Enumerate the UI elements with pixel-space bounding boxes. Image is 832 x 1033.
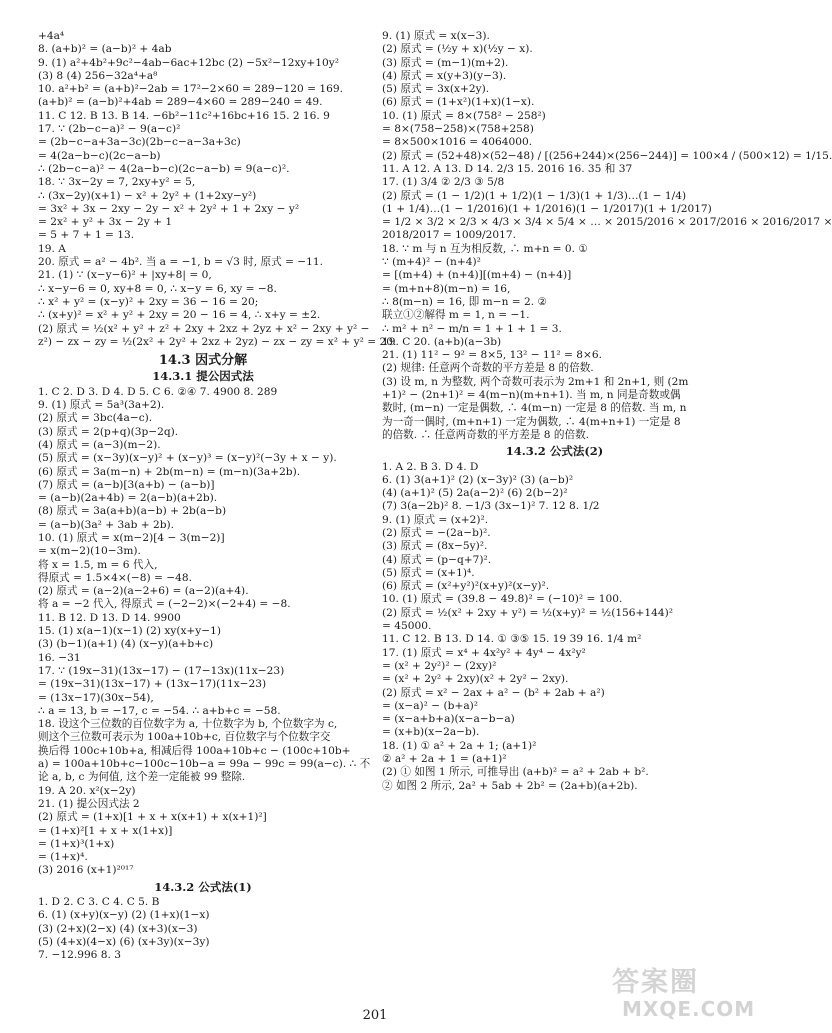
- answer-line: (2) 原式 = (½y + x)(½y − x).: [382, 43, 533, 56]
- answer-line: = 5 + 7 + 1 = 13.: [38, 229, 135, 242]
- section-heading: 14.3.1 提公因式法: [152, 369, 254, 384]
- page-number: 201: [362, 1008, 388, 1023]
- answer-line: 21. (1) 11² − 9² = 8×5, 13² − 11² = 8×6.: [382, 349, 603, 362]
- answer-line: (3) 原式 = (m−1)(m+2).: [382, 56, 509, 69]
- section-heading: 14.3 因式分解: [158, 353, 248, 369]
- answer-line: 7. −12.996 8. 3: [38, 949, 122, 962]
- answer-line: 11. B 12. D 13. D 14. 9900: [38, 611, 181, 624]
- answer-line: = (1+x)²[1 + x + x(1+x)]: [38, 824, 173, 837]
- answer-line: = (1+x)⁴.: [38, 851, 88, 864]
- answer-line: (3) 8 (4) 256−32a⁴+a⁸: [38, 69, 158, 82]
- answer-line: (4) (a+1)² (5) 2a(a−2)² (6) 2(b−2)²: [382, 487, 568, 500]
- answer-line: = 1/2 × 3/2 × 2/3 × 4/3 × 3/4 × 5/4 × … × 2015/2016 × 2017/2016 × 2016/2017 ×: [382, 216, 832, 229]
- answer-line: (3) (2+x)(2−x) (4) (x+3)(x−3): [38, 922, 198, 935]
- answer-line: ∴ x−y−6 = 0, xy+8 = 0, ∴ x−y = 6, xy = −8.: [38, 282, 277, 295]
- answer-line: (2) 原式 = −(2a−b)².: [382, 526, 491, 539]
- answer-line: 17. ∵ (19x−31)(13x−17) − (17−13x)(11x−23): [38, 664, 285, 677]
- answer-line: (3) 原式 = (8x−5y)².: [382, 540, 488, 553]
- answer-line: = 4(2a−b−c)(2c−a−b): [38, 149, 161, 162]
- answer-line: (6) 原式 = (x²+y²)²(x+y)²(x−y)².: [382, 580, 550, 593]
- answer-line: (2) 原式 = ½(x² + 2xy + y²) = ½(x+y)² = ½(156+144)²: [382, 606, 674, 619]
- answer-line: +4a⁴: [38, 30, 65, 42]
- answer-line: 21. (1) ∵ (x−y−6)² + |xy+8| = 0,: [38, 269, 212, 282]
- answer-line: (2) 原式 = (52+48)×(52−48) / [(256+244)×(256−244)] = 100×4 / (500×12) = 1/15.: [382, 149, 832, 162]
- answer-line: ∴ (3x−2y)(x+1) − x² + 2y² + (1+2xy−y²): [38, 189, 257, 202]
- answer-line: 6. (1) 3(a+1)² (2) (x−3y)² (3) (a−b)²: [382, 473, 574, 486]
- answer-line: 17. (1) 3/4 ② 2/3 ③ 5/8: [382, 176, 505, 189]
- answer-line: = 3x² + 3x − 2xy − 2y − x² + 2y² + 1 + 2xy − y²: [38, 202, 300, 215]
- answer-line: 19. A 20. x²(x−2y): [38, 784, 136, 797]
- answer-line: = (m+n+8)(m−n) = 16,: [382, 282, 511, 295]
- answer-line: 9. (1) 原式 = 5a³(3a+2).: [38, 399, 165, 412]
- section-heading: 14.3.2 公式法(2): [505, 444, 604, 459]
- right-answer-column: [382, 30, 832, 793]
- answer-line: (2) 原式 = ½(x² + y² + z² + 2xy + 2xz + 2yz + x² − 2xy + y² −: [38, 322, 370, 335]
- answer-line: 10. (1) 原式 = (39.8 − 49.8)² = (−10)² = 100.: [382, 593, 623, 606]
- section-heading: 14.3.2 公式法(1): [154, 879, 252, 894]
- answer-line: 1. D 2. C 3. C 4. C 5. B: [38, 896, 160, 908]
- answer-line: (2) 原式 = (1+x)[1 + x + x(x+1) + x(x+1)²]: [38, 811, 267, 824]
- answer-line: (7) 原式 = (a−b)[3(a+b) − (a−b)]: [38, 478, 215, 491]
- answer-line: 20. 原式 = a² − 4b². 当 a = −1, b = √3 时, 原式 = −11.: [38, 256, 324, 269]
- answer-line: (6) 原式 = 3a(m−n) + 2b(m−n) = (m−n)(3a+2b).: [38, 465, 301, 478]
- answer-line: (3) 原式 = 2(p+q)(3p−2q).: [38, 425, 179, 438]
- answer-line: = x(m−2)(10−3m).: [38, 545, 141, 558]
- answer-line: 9. (1) 原式 = x(x−3).: [382, 30, 490, 42]
- answer-line: ∵ (m+4)² − (n+4)²: [382, 256, 481, 269]
- answer-line: 21. (1) 提公因式法 2: [38, 797, 140, 810]
- answer-line: 论 a, b, c 为何值, 这个差一定能被 99 整除.: [38, 771, 246, 784]
- answer-line: (2) 原式 = (1 − 1/2)(1 + 1/2)(1 − 1/3)(1 + 1/3)…(1 − 1/4): [382, 189, 687, 202]
- answer-line: = (x² + 2y² + 2xy)(x² + 2y² − 2xy).: [382, 673, 569, 686]
- answer-line: = 45000.: [382, 620, 432, 633]
- answer-line: ∴ a = 13, b = −17, c = −54. ∴ a+b+c = −58.: [38, 704, 281, 717]
- answer-line: (a+b)² = (a−b)²+4ab = 289−4×60 = 289−240 = 49.: [38, 96, 323, 109]
- answer-line: (4) 原式 = (a−3)(m−2).: [38, 438, 161, 451]
- answer-line: = 8×500×1016 = 4064000.: [382, 136, 533, 149]
- answer-line: ∴ 8(m−n) = 16, 即 m−n = 2. ②: [382, 295, 547, 308]
- answer-line: = (13x−17)(30x−54),: [38, 691, 154, 704]
- answer-line: 8. (a+b)² = (a−b)² + 4ab: [38, 43, 172, 56]
- answer-line: = 8×(758−258)×(758+258): [382, 123, 534, 136]
- answer-line: 9. (1) 原式 = (x+2)².: [382, 513, 489, 526]
- answer-line: 11. C 12. B 13. B 14. −6b²−11c²+16bc+16 15. 2 16. 9: [38, 109, 330, 122]
- answer-line: 18. (1) ① a² + 2a + 1; (a+1)²: [382, 739, 537, 752]
- answer-line: (5) 原式 = (x−3y)(x−y)² + (x−y)³ = (x−y)²(−3y + x − y).: [38, 452, 337, 465]
- answer-line: 1. C 2. D 3. D 4. D 5. C 6. ②④ 7. 4900 8. 289: [38, 385, 278, 398]
- answer-line: 为一奇一偶时, (m+n+1) 一定为偶数, ∴ 4(m+n+1) 一定是 8: [382, 415, 681, 428]
- answer-line: (2) 规律: 任意两个奇数的平方差是 8 的倍数.: [382, 362, 594, 375]
- answer-line: = (x−a)² − (b+a)²: [382, 699, 479, 712]
- answer-line: ② a² + 2a + 1 = (a+1)²: [382, 753, 507, 766]
- answer-line: (3) 设 m, n 为整数, 两个奇数可表示为 2m+1 和 2n+1, 则 (2m: [382, 375, 689, 388]
- answer-line: 18. ∵ m 与 n 互为相反数, ∴ m+n = 0. ①: [382, 242, 588, 255]
- answer-line: = (a−b)(3a² + 3ab + 2b).: [38, 518, 175, 531]
- answer-line: ∴ m² + n² − m/n = 1 + 1 + 1 = 3.: [382, 322, 562, 335]
- answer-line: (3) 2016 (x+1)²⁰¹⁷: [38, 864, 134, 877]
- answer-line: 的倍数. ∴ 任意两奇数的平方差是 8 的倍数.: [382, 428, 590, 441]
- answer-line: a) = 100a+10b+c−100c−10b−a = 99a − 99c = 99(a−c). ∴ 不: [38, 758, 371, 771]
- answer-line: = (a−b)(2a+4b) = 2(a−b)(a+2b).: [38, 492, 218, 505]
- answer-line: (3) (b−1)(a+1) (4) (x−y)(a+b+c): [38, 638, 214, 651]
- answer-line: ∴ (2b−c−a)² − 4(2a−b−c)(2c−a−b) = 9(a−c)².: [38, 162, 290, 175]
- answer-line: = (1+x)³(1+x): [38, 837, 115, 850]
- answer-line: 18. 设这个三位数的百位数字为 a, 十位数字为 b, 个位数字为 c,: [38, 718, 338, 731]
- answer-line: (7) 3(a−2b)² 8. −1/3 (3x−1)² 7. 12 8. 1/2: [382, 500, 600, 513]
- answer-line: (4) 原式 = x(y+3)(y−3).: [382, 69, 507, 82]
- answer-line: 18. ∵ 3x−2y = 7, 2xy+y² = 5,: [38, 176, 196, 189]
- answer-line: = (2b−c−a+3a−3c)(2b−c−a−3a+3c): [38, 136, 241, 149]
- answer-line: 10. (1) 原式 = x(m−2)[4 − 3(m−2)]: [38, 531, 225, 544]
- answer-line: ② 如图 2 所示, 2a² + 5ab + 2b² = (2a+b)(a+2b).: [382, 779, 638, 792]
- answer-line: 换后得 100c+10b+a, 相减后得 100a+10b+c − (100c+10b+: [38, 744, 351, 757]
- answer-line: (2) 原式 = 3bc(4a−c).: [38, 412, 153, 425]
- answer-line: (4) 原式 = (p−q+7)².: [382, 553, 492, 566]
- answer-line: 1. A 2. B 3. D 4. D: [382, 460, 479, 473]
- answer-line: = [(m+4) + (n+4)][(m+4) − (n+4)]: [382, 269, 572, 282]
- answer-line: 9. (1) a²+4b²+9c²−4ab−6ac+12bc (2) −5x²−12xy+10y²: [38, 56, 339, 69]
- answer-line: +1)² − (2n+1)² = 4(m−n)(m+n+1). 当 m, n 同是奇数或偶: [382, 389, 681, 402]
- answer-line: (5) 原式 = (x+1)⁴.: [382, 566, 475, 579]
- answer-line: = (x² + 2y²)² − (2xy)²: [382, 659, 497, 672]
- answer-line: 10. a²+b² = (a+b)²−2ab = 17²−2×60 = 289−120 = 169.: [38, 83, 343, 96]
- answer-line: (2) 原式 = (a−2)(a−2+6) = (a−2)(a+4).: [38, 585, 249, 598]
- answer-line: 10. (1) 原式 = 8×(758² − 258²): [382, 109, 546, 122]
- answer-line: 19. A: [38, 242, 66, 255]
- answer-line: = (x+b)(x−2a−b).: [382, 726, 480, 739]
- answer-line: 数时, (m−n) 一定是偶数, ∴ 4(m−n) 一定是 8 的倍数. 当 m, n: [382, 402, 687, 415]
- answer-line: ∴ (x+y)² = x² + y² + 2xy = 20 − 16 = 4, ∴ x+y = ±2.: [38, 309, 321, 322]
- answer-line: 11. C 12. B 13. D 14. ① ③⑤ 15. 19 39 16. 1/4 m²: [382, 633, 642, 646]
- answer-line: 16. −31: [38, 651, 81, 664]
- watermark-title: 答案圈: [612, 967, 699, 998]
- watermark-subtitle: MXQE.COM: [622, 997, 756, 1021]
- answer-line: 17. (1) 原式 = x⁴ + 4x²y² + 4y⁴ − 4x²y²: [382, 646, 586, 659]
- answer-line: (6) 原式 = (1+x²)(1+x)(1−x).: [382, 96, 535, 109]
- answer-line: (5) 原式 = 3x(x+2y).: [382, 83, 490, 96]
- answer-line: (1 + 1/4)…(1 − 1/2016)(1 + 1/2016)(1 − 1/2017)(1 + 1/2017): [382, 202, 712, 215]
- answer-line: 联立①②解得 m = 1, n = −1.: [382, 309, 530, 322]
- answer-line: (5) (4+x)(4−x) (6) (x+3y)(x−3y): [38, 935, 210, 948]
- answer-line: ∴ x² + y² = (x−y)² + 2xy = 36 − 16 = 20;: [38, 295, 259, 308]
- watermark-logo: [612, 967, 756, 1026]
- answer-line: (2) 原式 = x² − 2ax + a² − (b² + 2ab + a²): [382, 686, 605, 699]
- answer-line: = 2x² + y² + 3x − 2y + 1: [38, 216, 173, 229]
- answer-line: = (x−a+b+a)(x−a−b−a): [382, 713, 515, 726]
- answer-line: (8) 原式 = 3a(a+b)(a−b) + 2b(a−b): [38, 505, 227, 518]
- answer-line: = (19x−31)(13x−17) + (13x−17)(11x−23): [38, 678, 267, 691]
- answer-line: 17. ∵ (2b−c−a)² − 9(a−c)²: [38, 123, 181, 136]
- answer-line: 得原式 = 1.5×4×(−8) = −48.: [38, 571, 192, 584]
- answer-line: 则这个三位数可表示为 100a+10b+c, 百位数字与个位数字交: [38, 731, 331, 744]
- answer-line: 将 a = −2 代入, 得原式 = (−2−2)×(−2+4) = −8.: [38, 598, 291, 611]
- answer-line: 11. A 12. A 13. D 14. 2/3 15. 2016 16. 35 和 37: [382, 162, 633, 175]
- answer-line: 19. C 20. (a+b)(a−3b): [382, 335, 502, 348]
- answer-line: 2018/2017 = 1009/2017.: [382, 229, 516, 242]
- answer-line: 将 x = 1.5, m = 6 代入,: [38, 558, 158, 571]
- answer-line: z²) − zx − zy = ½(2x² + 2y² + 2xz + 2yz) − zx − zy = x² + y² = 20.: [38, 335, 397, 348]
- answer-line: (2) ① 如图 1 所示, 可推导出 (a+b)² = a² + 2ab + b².: [382, 766, 649, 779]
- answer-line: 15. (1) x(a−1)(x−1) (2) xy(x+y−1): [38, 625, 222, 638]
- left-answer-column: [38, 30, 397, 962]
- answer-line: 6. (1) (x+y)(x−y) (2) (1+x)(1−x): [38, 909, 210, 922]
